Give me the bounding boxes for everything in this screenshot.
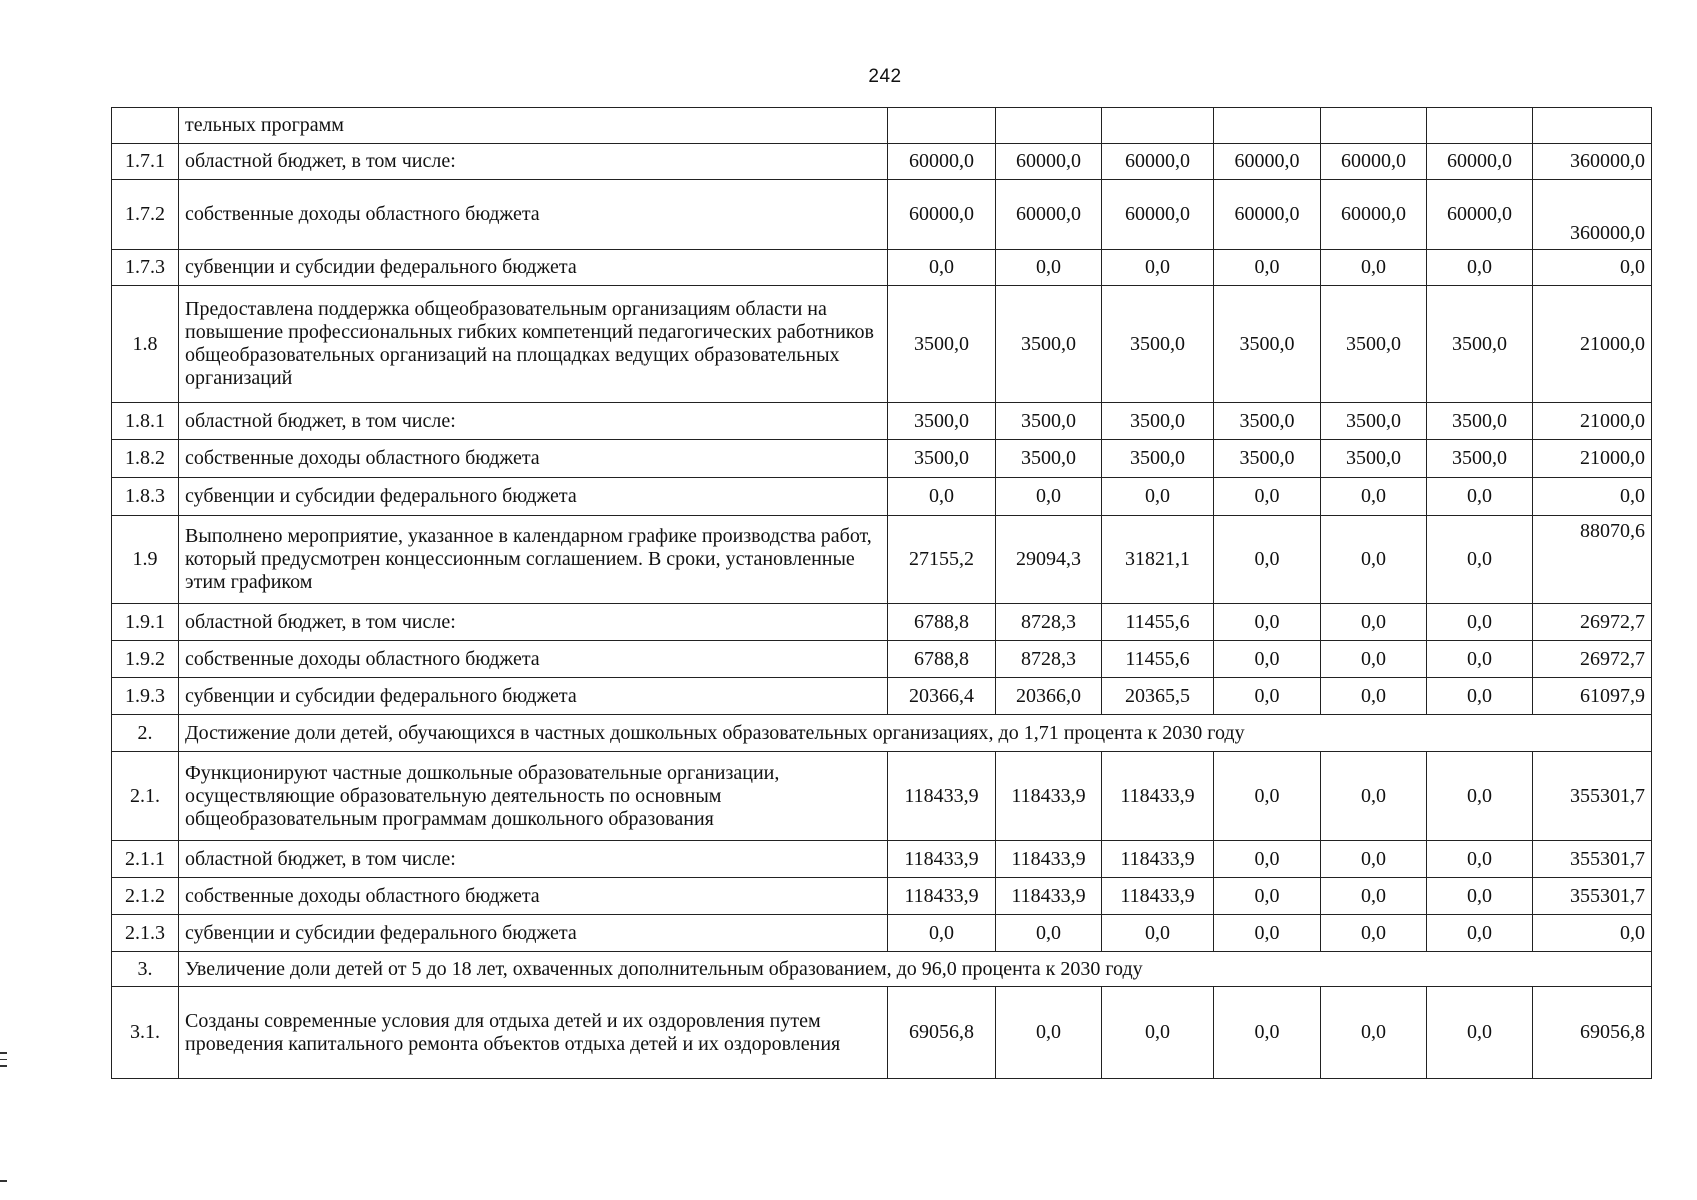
year-value-6: 0,0: [1427, 841, 1533, 878]
row-description: областной бюджет, в том числе:: [179, 144, 888, 180]
year-value-4: 0,0: [1214, 915, 1321, 952]
year-value-5: 3500,0: [1321, 440, 1427, 478]
total-value: 360000,0: [1533, 180, 1652, 250]
year-value-3: 118433,9: [1102, 878, 1214, 915]
year-value-5: 0,0: [1321, 250, 1427, 286]
year-value-6: 0,0: [1427, 752, 1533, 841]
row-number: 2.1.1: [112, 841, 179, 878]
year-value-4: 0,0: [1214, 604, 1321, 641]
row-number: 1.8.1: [112, 403, 179, 440]
year-value-3: 60000,0: [1102, 180, 1214, 250]
total-value: 26972,7: [1533, 641, 1652, 678]
year-value-3: 3500,0: [1102, 440, 1214, 478]
year-value-5: 0,0: [1321, 752, 1427, 841]
year-value-2: 118433,9: [996, 841, 1102, 878]
year-value-6: 0,0: [1427, 915, 1533, 952]
year-value-4: 60000,0: [1214, 144, 1321, 180]
year-value-1: [888, 108, 996, 144]
year-value-2: [996, 108, 1102, 144]
year-value-3: 118433,9: [1102, 752, 1214, 841]
total-value: 26972,7: [1533, 604, 1652, 641]
margin-tick: [0, 1180, 7, 1182]
total-value: 355301,7: [1533, 878, 1652, 915]
year-value-4: 0,0: [1214, 878, 1321, 915]
row-number: 2.: [112, 715, 179, 752]
goal-row: [112, 952, 1652, 987]
year-value-6: [1427, 108, 1533, 144]
year-value-5: 0,0: [1321, 516, 1427, 604]
total-value: 21000,0: [1533, 403, 1652, 440]
year-value-6: 3500,0: [1427, 440, 1533, 478]
total-value: 0,0: [1533, 478, 1652, 516]
year-value-4: 3500,0: [1214, 403, 1321, 440]
year-value-1: 69056,8: [888, 987, 996, 1079]
year-value-3: 0,0: [1102, 987, 1214, 1079]
year-value-5: 0,0: [1321, 915, 1427, 952]
year-value-6: 0,0: [1427, 641, 1533, 678]
year-value-1: 118433,9: [888, 878, 996, 915]
year-value-1: 6788,8: [888, 604, 996, 641]
table-row: [112, 678, 1652, 715]
table-row: [112, 478, 1652, 516]
year-value-1: 3500,0: [888, 440, 996, 478]
year-value-6: 0,0: [1427, 878, 1533, 915]
table-row: [112, 641, 1652, 678]
table-row: [112, 180, 1652, 250]
year-value-5: 0,0: [1321, 678, 1427, 715]
row-number: 2.1.2: [112, 878, 179, 915]
year-value-3: 60000,0: [1102, 144, 1214, 180]
table-body: [112, 108, 1652, 1079]
year-value-1: 0,0: [888, 478, 996, 516]
row-description: Предоставлена поддержка общеобразовательным организациям области на повышение профессиональных гибких компетенций педагогических работников общеобразовательных организаций на площадках ведущих образовательных организаций: [179, 286, 888, 403]
row-number: 3.1.: [112, 987, 179, 1079]
table-row: [112, 841, 1652, 878]
table-row: [112, 604, 1652, 641]
year-value-3: 31821,1: [1102, 516, 1214, 604]
page-number: 242: [868, 66, 902, 87]
year-value-5: 0,0: [1321, 641, 1427, 678]
year-value-1: 6788,8: [888, 641, 996, 678]
year-value-2: 60000,0: [996, 144, 1102, 180]
total-value: 0,0: [1533, 915, 1652, 952]
margin-marks: [0, 1052, 8, 1082]
row-number: 1.9.3: [112, 678, 179, 715]
total-value: 21000,0: [1533, 440, 1652, 478]
year-value-2: 29094,3: [996, 516, 1102, 604]
year-value-5: 0,0: [1321, 841, 1427, 878]
row-number: 1.7.2: [112, 180, 179, 250]
year-value-4: 0,0: [1214, 841, 1321, 878]
year-value-1: 27155,2: [888, 516, 996, 604]
year-value-3: 0,0: [1102, 478, 1214, 516]
year-value-3: 0,0: [1102, 250, 1214, 286]
year-value-3: 118433,9: [1102, 841, 1214, 878]
year-value-6: 60000,0: [1427, 144, 1533, 180]
row-description: Функционируют частные дошкольные образовательные организации, осуществляющие образовательную деятельность по основным общеобразовательным программам дошкольного образования: [179, 752, 888, 841]
total-value: 360000,0: [1533, 144, 1652, 180]
row-number: 3.: [112, 952, 179, 987]
year-value-3: 3500,0: [1102, 286, 1214, 403]
row-description: областной бюджет, в том числе:: [179, 604, 888, 641]
total-value: [1533, 108, 1652, 144]
year-value-3: 11455,6: [1102, 641, 1214, 678]
goal-description: Увеличение доли детей от 5 до 18 лет, охваченных дополнительным образованием, до 96,0 процента к 2030 году: [179, 952, 1652, 987]
year-value-5: 60000,0: [1321, 144, 1427, 180]
year-value-4: 0,0: [1214, 641, 1321, 678]
budget-table: [111, 107, 1652, 1079]
year-value-2: 118433,9: [996, 752, 1102, 841]
year-value-6: 0,0: [1427, 516, 1533, 604]
year-value-2: 8728,3: [996, 604, 1102, 641]
year-value-2: 60000,0: [996, 180, 1102, 250]
table-row: [112, 516, 1652, 604]
row-description: тельных программ: [179, 108, 888, 144]
year-value-6: 0,0: [1427, 250, 1533, 286]
year-value-3: 20365,5: [1102, 678, 1214, 715]
year-value-4: 0,0: [1214, 478, 1321, 516]
year-value-6: 3500,0: [1427, 286, 1533, 403]
row-number: 1.8: [112, 286, 179, 403]
row-description: областной бюджет, в том числе:: [179, 403, 888, 440]
year-value-5: 60000,0: [1321, 180, 1427, 250]
row-description: субвенции и субсидии федерального бюджета: [179, 250, 888, 286]
row-number: 1.7.1: [112, 144, 179, 180]
year-value-4: [1214, 108, 1321, 144]
year-value-4: 0,0: [1214, 250, 1321, 286]
row-description: Созданы современные условия для отдыха детей и их оздоровления путем проведения капитального ремонта объектов отдыха детей и их оздоровления: [179, 987, 888, 1079]
table-row: [112, 286, 1652, 403]
year-value-2: 0,0: [996, 250, 1102, 286]
goal-row: [112, 715, 1652, 752]
year-value-6: 3500,0: [1427, 403, 1533, 440]
year-value-5: [1321, 108, 1427, 144]
year-value-2: 3500,0: [996, 403, 1102, 440]
table-row: [112, 752, 1652, 841]
year-value-2: 118433,9: [996, 878, 1102, 915]
table-row: [112, 915, 1652, 952]
year-value-4: 3500,0: [1214, 286, 1321, 403]
row-description: областной бюджет, в том числе:: [179, 841, 888, 878]
table-row: [112, 403, 1652, 440]
year-value-1: 0,0: [888, 250, 996, 286]
year-value-5: 0,0: [1321, 987, 1427, 1079]
year-value-1: 0,0: [888, 915, 996, 952]
table-row: [112, 144, 1652, 180]
row-description: собственные доходы областного бюджета: [179, 440, 888, 478]
year-value-4: 0,0: [1214, 987, 1321, 1079]
year-value-6: 0,0: [1427, 678, 1533, 715]
year-value-6: 0,0: [1427, 604, 1533, 641]
year-value-4: 3500,0: [1214, 440, 1321, 478]
year-value-3: [1102, 108, 1214, 144]
total-value: 355301,7: [1533, 752, 1652, 841]
year-value-2: 8728,3: [996, 641, 1102, 678]
year-value-4: 0,0: [1214, 678, 1321, 715]
row-number: 2.1.3: [112, 915, 179, 952]
year-value-1: 60000,0: [888, 144, 996, 180]
year-value-2: 3500,0: [996, 440, 1102, 478]
year-value-1: 20366,4: [888, 678, 996, 715]
row-description: субвенции и субсидии федерального бюджета: [179, 915, 888, 952]
year-value-1: 3500,0: [888, 403, 996, 440]
total-value: 21000,0: [1533, 286, 1652, 403]
table-row: [112, 108, 1652, 144]
year-value-3: 3500,0: [1102, 403, 1214, 440]
row-description: субвенции и субсидии федерального бюджета: [179, 678, 888, 715]
year-value-3: 0,0: [1102, 915, 1214, 952]
year-value-4: 0,0: [1214, 516, 1321, 604]
year-value-5: 0,0: [1321, 878, 1427, 915]
year-value-1: 118433,9: [888, 752, 996, 841]
table-row: [112, 987, 1652, 1079]
table-row: [112, 440, 1652, 478]
total-value: 61097,9: [1533, 678, 1652, 715]
year-value-1: 3500,0: [888, 286, 996, 403]
table-row: [112, 878, 1652, 915]
row-number: 2.1.: [112, 752, 179, 841]
year-value-5: 0,0: [1321, 604, 1427, 641]
row-number: 1.7.3: [112, 250, 179, 286]
year-value-5: 0,0: [1321, 478, 1427, 516]
row-description: собственные доходы областного бюджета: [179, 641, 888, 678]
row-description: собственные доходы областного бюджета: [179, 878, 888, 915]
year-value-2: 0,0: [996, 915, 1102, 952]
row-description: субвенции и субсидии федерального бюджета: [179, 478, 888, 516]
year-value-6: 0,0: [1427, 987, 1533, 1079]
table-row: [112, 250, 1652, 286]
row-number: 1.9.1: [112, 604, 179, 641]
total-value: 355301,7: [1533, 841, 1652, 878]
total-value: 88070,6: [1533, 516, 1652, 604]
total-value: 0,0: [1533, 250, 1652, 286]
goal-description: Достижение доли детей, обучающихся в частных дошкольных образовательных организациях, до 1,71 процента к 2030 году: [179, 715, 1652, 752]
year-value-2: 3500,0: [996, 286, 1102, 403]
row-number: 1.8.2: [112, 440, 179, 478]
row-number: 1.8.3: [112, 478, 179, 516]
row-number: 1.9: [112, 516, 179, 604]
row-description: собственные доходы областного бюджета: [179, 180, 888, 250]
year-value-1: 118433,9: [888, 841, 996, 878]
year-value-6: 0,0: [1427, 478, 1533, 516]
year-value-5: 3500,0: [1321, 403, 1427, 440]
year-value-2: 0,0: [996, 478, 1102, 516]
year-value-1: 60000,0: [888, 180, 996, 250]
year-value-3: 11455,6: [1102, 604, 1214, 641]
year-value-5: 3500,0: [1321, 286, 1427, 403]
row-description: Выполнено мероприятие, указанное в календарном графике производства работ, который предусмотрен концессионным соглашением. В сроки, установленные этим графиком: [179, 516, 888, 604]
row-number: 1.9.2: [112, 641, 179, 678]
total-value: 69056,8: [1533, 987, 1652, 1079]
year-value-4: 60000,0: [1214, 180, 1321, 250]
year-value-2: 20366,0: [996, 678, 1102, 715]
row-number: [112, 108, 179, 144]
year-value-2: 0,0: [996, 987, 1102, 1079]
year-value-6: 60000,0: [1427, 180, 1533, 250]
year-value-4: 0,0: [1214, 752, 1321, 841]
